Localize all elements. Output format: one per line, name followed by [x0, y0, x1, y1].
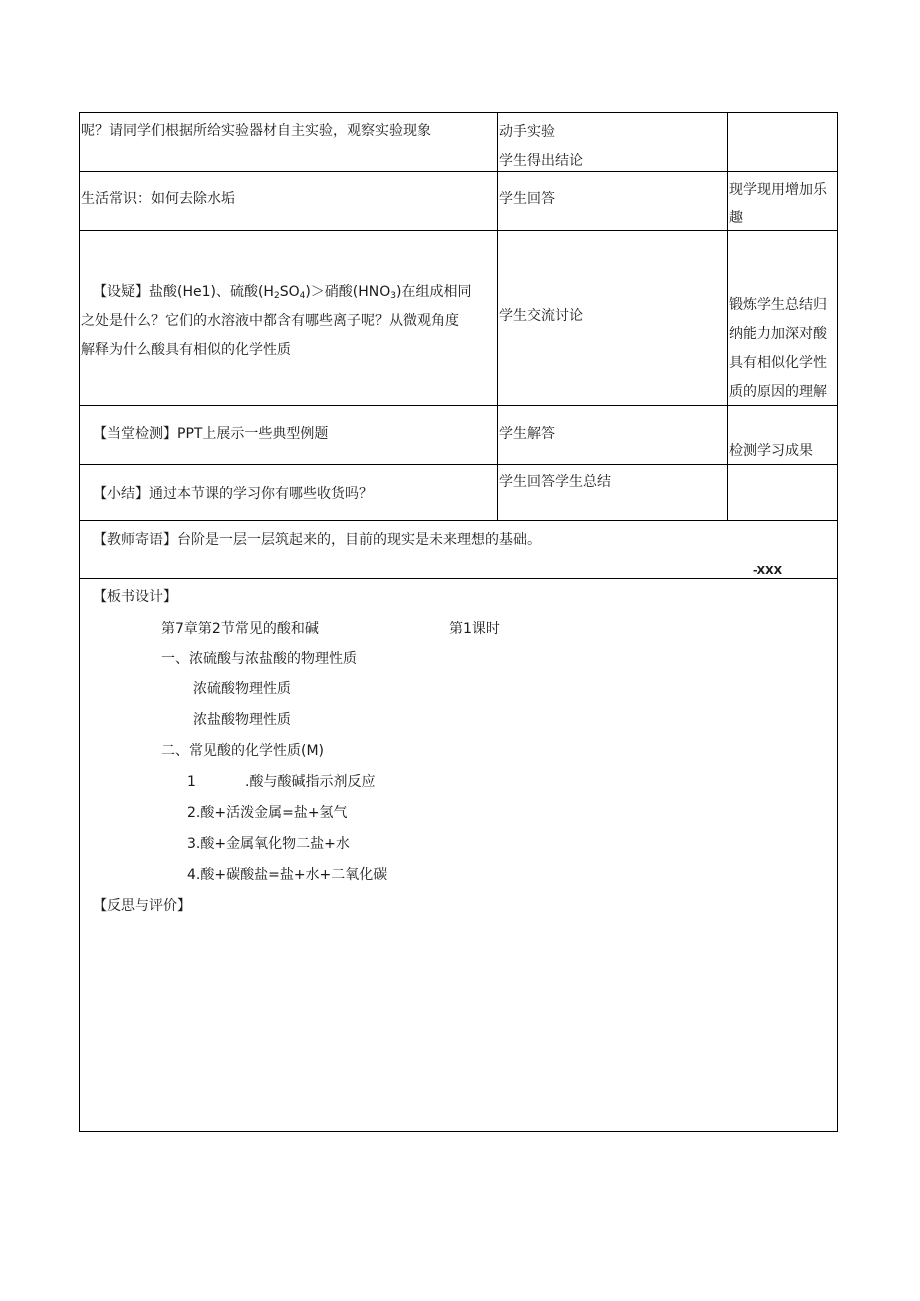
row3-text-part4: )在组成相同: [396, 284, 472, 300]
row1-content: 呢？请同学们根据所给实验器材自主实验，观察实验现象: [81, 123, 431, 139]
board-section2: 二、常见酸的化学性质(M): [161, 743, 325, 759]
board-item4: 4.酸+碳酸盐=盐+水+二氧化碳: [187, 867, 388, 883]
column-divider-1: [497, 112, 498, 520]
row3-activity: 学生交流讨论: [499, 308, 583, 324]
row3-subscript-3: 3: [390, 291, 397, 301]
row3-subscript-1: 2: [273, 291, 280, 301]
row2-content: 生活常识：如何去除水垢: [81, 191, 235, 207]
row3-intent-line4: 质的原因的理解: [729, 384, 827, 400]
board-item2: 2.酸+活泼金属=盐+氢气: [187, 805, 348, 821]
row-divider: [79, 578, 838, 579]
row3-text-part1: 【设疑】盐酸(He1)、硫酸(H: [93, 284, 274, 300]
row3-intent-line3: 具有相似化学性: [729, 355, 827, 371]
row2-intent-line1: 现学现用增加乐: [729, 182, 827, 198]
row3-intent-line2: 纳能力加深对酸: [729, 326, 827, 342]
row4-activity: 学生解答: [499, 426, 555, 442]
row-divider: [79, 171, 838, 172]
row1-activity-line1: 动手实验: [499, 124, 555, 140]
row3-content-line2: 之处是什么？它们的水溶液中都含有哪些离子呢？从微观角度: [81, 313, 459, 329]
board-item1-text: .酸与酸碱指示剂反应: [245, 774, 376, 790]
board-item1-number: 1: [187, 774, 196, 790]
row4-intent: 检测学习成果: [729, 443, 813, 459]
board-item3: 3.酸+金属氧化物二盐+水: [187, 836, 350, 852]
row3-text-part2: SO: [279, 284, 300, 300]
teacher-signature: -XXX: [753, 564, 783, 577]
row3-content-line1: [93, 282, 472, 302]
row5-content: 【小结】通过本节课的学习你有哪些收货吗？: [93, 486, 373, 502]
row2-activity: 学生回答: [499, 191, 555, 207]
teacher-message: 【教师寄语】台阶是一层一层筑起来的，目前的现实是未来理想的基础。: [93, 532, 541, 548]
row4-content: 【当堂检测】PPT上展示一些典型例题: [93, 426, 329, 442]
row2-intent-line2: 趣: [729, 210, 743, 226]
row5-activity: 学生回答学生总结: [499, 474, 611, 490]
board-sub1: 浓硫酸物理性质: [193, 681, 291, 697]
row-divider: [79, 520, 838, 521]
row3-intent-line1: 锻炼学生总结归: [729, 297, 827, 313]
board-sub2: 浓盐酸物理性质: [193, 712, 291, 728]
row3-content-line3: 解释为什么酸具有相似的化学性质: [81, 342, 291, 358]
row1-activity-line2: 学生得出结论: [499, 153, 583, 169]
board-heading: 【板书设计】: [93, 589, 177, 605]
row-divider: [79, 230, 838, 231]
row3-text-part3: )＞硝酸(HNO: [305, 284, 391, 300]
row3-subscript-2: 4: [299, 291, 306, 301]
board-lesson: 第1课时: [449, 621, 500, 637]
board-section1: 一、浓硫酸与浓盐酸的物理性质: [161, 651, 357, 667]
board-chapter: 第7章第2节常见的酸和碱: [161, 621, 319, 637]
column-divider-2: [727, 112, 728, 520]
row-divider: [79, 405, 838, 406]
row-divider: [79, 464, 838, 465]
reflection-heading: 【反思与评价】: [93, 898, 191, 914]
